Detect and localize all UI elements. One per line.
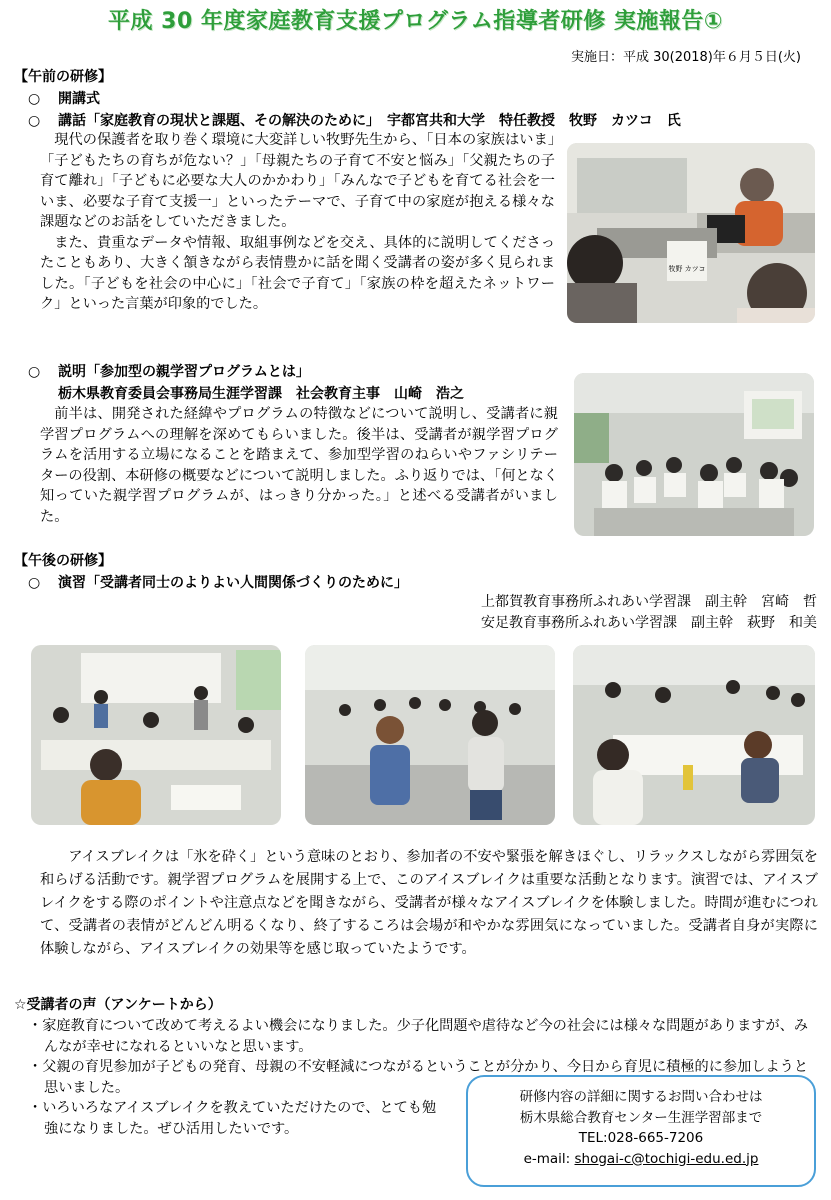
explain-paragraph: 前半は、開発された経緯やプログラムの特徴などについて説明し、受講者に親学習プログラムへの理解を深めてもらいました。後半は、受講者が親学習プログラムを活用する立場になることを踏まえて、参加型学習のねらいやファシリテーターの役割、本研修の概要などについて説明しました。ふり返りでは、「何となく知っていた親学習プログラムが、はっきり分かった。」と述べる受講者がいました。 xyxy=(40,406,558,525)
circle-mark-icon: ○ xyxy=(28,364,41,380)
contact-line-2: 栃木県総合教育センター生涯学習部まで xyxy=(519,1109,763,1126)
explain-item xyxy=(28,361,310,381)
contact-tel: TEL:028-665-7206 xyxy=(578,1130,704,1146)
voice-item-3: ・いろいろなアイスブレイクを教えていただけたので、とても勉強になりました。ぜひ活用したいです。 xyxy=(28,1100,437,1137)
explain-title: 説明「参加型の親学習プログラムとは」 xyxy=(58,364,310,380)
event-date: 実施日：平成 30(2018)年６月５日(火) xyxy=(570,50,801,65)
icebreak-text xyxy=(40,846,818,961)
page-title: 平成 30 年度家庭教育支援プログラム指導者研修 実施報告① xyxy=(107,9,723,34)
contact-email-link[interactable]: shogai-c@tochigi-edu.ed.jp xyxy=(574,1150,759,1167)
lecture-paragraph-2: また、貴重なデータや情報、取組事例などを交え、具体的に説明してくださったこともあり、大きく頷きながら表情豊かに話を聞く受講者の姿が多く見られました。「子どもを社会の中心に」「社会で子育て」「家族の枠を超えたネットワーク」といった言葉が印象的でした。 xyxy=(40,234,555,312)
lecture-title: 講話「家庭教育の現状と課題、その解決のために」 宇都宮共和大学 特任教授 牧野 カツコ 氏 xyxy=(58,113,681,129)
exercise-title: 演習「受講者同士のよりよい人間関係づくりのために」 xyxy=(58,575,408,591)
opening-item xyxy=(28,88,100,108)
afternoon-heading: 【午後の研修】 xyxy=(14,553,112,569)
icebreak-photo-3 xyxy=(573,645,815,825)
lecture-paragraph-1: 現代の保護者を取り巻く環境に大変詳しい牧野先生から、「日本の家族はいま」「子どもたちの育ちが危ない？」「母親たちの子育て不安と悩み」「父親たちの子育て離れ」「子どもに必要な大人のかかわり」「みんなで子どもを育てる社会を一いま、必要な子育て支援一」といったテーマで、子育て中の家庭が抱える様々な課題などのお話をしていただきました。 xyxy=(40,132,555,230)
contact-line-1: 研修内容の詳細に関するお問い合わせは xyxy=(519,1089,763,1105)
instructor-list xyxy=(481,592,817,634)
circle-mark-icon: ○ xyxy=(28,575,41,591)
lecture-item xyxy=(28,110,681,130)
contact-email-label: e-mail: xyxy=(523,1150,571,1167)
instructor-2: 安足教育事務所ふれあい学習課 副主幹 萩野 和美 xyxy=(481,615,817,631)
lecture-text xyxy=(40,130,555,315)
nameplate-text: 牧野 カツコ xyxy=(668,265,706,273)
contact-box xyxy=(466,1075,816,1187)
circle-mark-icon: ○ xyxy=(28,113,41,129)
icebreak-paragraph: アイスブレイクは「氷を砕く」という意味のとおり、参加者の不安や緊張を解きほぐし、リラックスしながら雰囲気を和らげる活動です。親学習プログラムを展開する上で、このアイスブレイクは重要な活動となります。演習では、アイスブレイクをする際のポイントや注意点などを聞きながら、受講者が様々なアイスブレイクを体験しました。時間が進むにつれて、受講者の表情がどんどん明るくなり、終了するころは会場が和やかな雰囲気になっていました。受講者自身が実際に体験しながら、アイスブレイクの効果等を感じ取っていたようです。 xyxy=(40,849,818,957)
explain-text xyxy=(40,404,558,527)
opening-label: 開講式 xyxy=(58,91,100,107)
morning-heading: 【午前の研修】 xyxy=(14,69,112,85)
contact-email-row xyxy=(468,1149,814,1170)
explain-photo xyxy=(574,373,814,536)
explain-speaker: 栃木県教育委員会事務局生涯学習課 社会教育主事 山崎 浩之 xyxy=(58,386,464,402)
icebreak-photo-1 xyxy=(31,645,281,825)
voices-heading: ☆受講者の声（アンケートから） xyxy=(14,997,222,1013)
icebreak-photo-2 xyxy=(305,645,555,825)
voice-item-2: ・父親の育児参加が子どもの発育、母親の不安軽減につながるということが分かり、今日から育児に積極的に参加しようと思いました。 xyxy=(28,1059,809,1096)
instructor-1: 上都賀教育事務所ふれあい学習課 副主幹 宮崎 哲 xyxy=(481,594,817,610)
exercise-item xyxy=(28,572,408,592)
circle-mark-icon: ○ xyxy=(28,91,41,107)
voice-item-1: ・家庭教育について改めて考えるよい機会になりました。少子化問題や虐待など今の社会には様々な問題がありますが、みんなが幸せになれるといいなと思います。 xyxy=(28,1018,809,1055)
lecture-photo xyxy=(567,143,815,323)
